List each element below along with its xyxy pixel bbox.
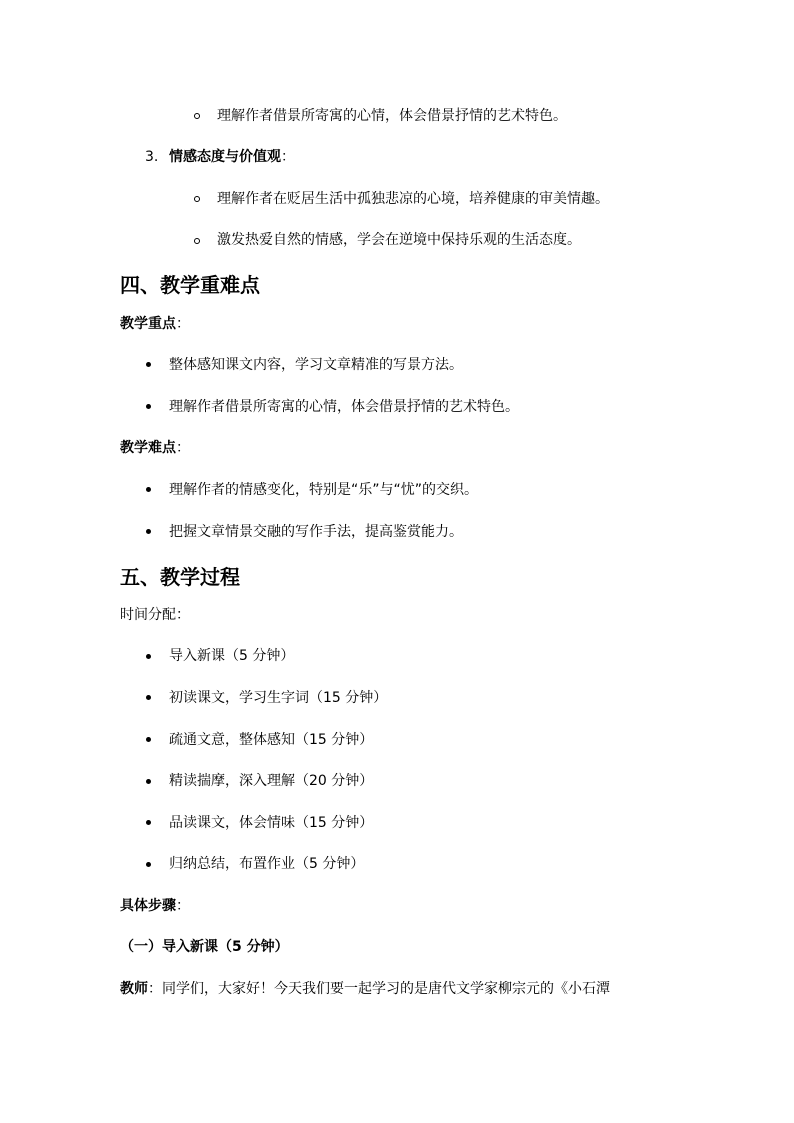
paragraph — [120, 979, 610, 999]
label — [120, 605, 190, 625]
colon: ： — [281, 149, 295, 165]
list-item: 整体感知课文内容，学习文章精准的写景方法。 — [169, 357, 463, 373]
bullet-icon — [146, 654, 151, 659]
list-item: 理解作者借景所寄寓的心情，体会借景抒情的艺术特色。 — [169, 399, 519, 415]
bullet-icon — [146, 695, 151, 700]
label — [120, 896, 190, 916]
sub-heading-label: 情感态度与价值观 — [169, 149, 281, 165]
label — [120, 438, 190, 458]
list-item: 归纳总结，布置作业（5 分钟） — [169, 856, 365, 872]
list-number: 3. — [145, 149, 159, 165]
list-item: 品读课文，体会情味（15 分钟） — [169, 815, 374, 831]
colon: ： — [176, 440, 190, 456]
bullet-icon — [146, 862, 151, 867]
bullet-icon — [146, 487, 151, 492]
list-item: 导入新课（5 分钟） — [169, 648, 295, 664]
list-item: 理解作者的情感变化，特别是“乐”与“忧”的交织。 — [169, 482, 479, 498]
list-item: 激发热爱自然的情感，学会在逆境中保持乐观的生活态度。 — [217, 232, 581, 248]
bullet-icon — [146, 529, 151, 534]
list-item: 精读揣摩，深入理解（20 分钟） — [169, 773, 374, 789]
bullet-icon — [146, 820, 151, 825]
difficult-points-label: 教学难点 — [120, 440, 176, 456]
sub-heading — [169, 147, 295, 167]
colon: ： — [176, 607, 190, 623]
circle-bullet-icon — [194, 238, 200, 244]
list-item: 理解作者借景所寄寓的心情，体会借景抒情的艺术特色。 — [217, 108, 567, 124]
key-points-label: 教学重点 — [120, 316, 176, 332]
circle-bullet-icon — [194, 196, 200, 202]
list-item: 疏通文意，整体感知（15 分钟） — [169, 732, 374, 748]
step-title: （一）导入新课（5 分钟） — [120, 939, 289, 955]
list-item: 理解作者在贬居生活中孤独悲凉的心境，培养健康的审美情趣。 — [217, 191, 609, 207]
section-title: 五、教学过程 — [120, 565, 240, 589]
section-title: 四、教学重难点 — [120, 273, 260, 297]
time-allocation-label: 时间分配 — [120, 607, 176, 623]
steps-label: 具体步骤 — [120, 898, 176, 914]
list-item: 把握文章情景交融的写作手法，提高鉴赏能力。 — [169, 524, 463, 540]
colon: ： — [176, 316, 190, 332]
bullet-icon — [146, 404, 151, 409]
bullet-icon — [146, 737, 151, 742]
colon: ： — [148, 981, 162, 997]
teacher-speech: 同学们，大家好！今天我们要一起学习的是唐代文学家柳宗元的《小石潭 — [162, 981, 610, 997]
colon: ： — [176, 898, 190, 914]
label — [120, 314, 190, 334]
teacher-label: 教师 — [120, 981, 148, 997]
bullet-icon — [146, 779, 151, 784]
circle-bullet-icon — [194, 113, 200, 119]
list-item: 初读课文，学习生字词（15 分钟） — [169, 690, 388, 706]
bullet-icon — [146, 362, 151, 367]
